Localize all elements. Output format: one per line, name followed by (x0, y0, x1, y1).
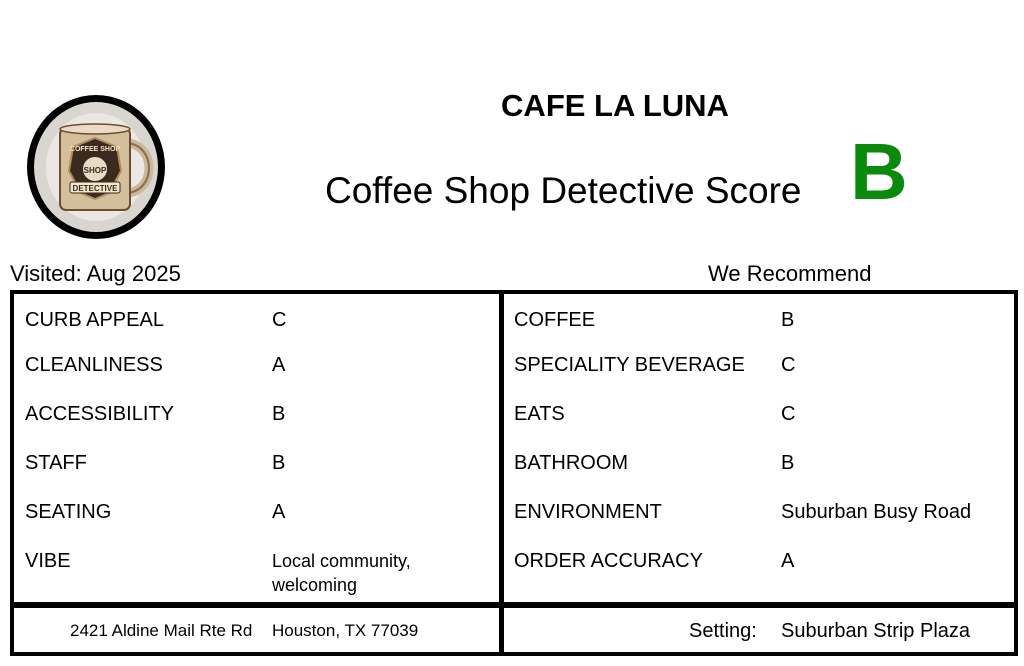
address-divider (499, 604, 504, 656)
rating-label-eats: EATS (514, 403, 565, 425)
setting-label: Setting: (689, 620, 757, 642)
rating-value-accessibility: B (272, 403, 286, 425)
rating-label-speciality-beverage: SPECIALITY BEVERAGE (514, 354, 745, 376)
rating-label-coffee: COFFEE (514, 309, 596, 331)
rating-label-seating: SEATING (25, 501, 112, 523)
rating-value-order-accuracy: A (781, 550, 795, 572)
rating-label-order-accuracy: ORDER ACCURACY (514, 550, 703, 572)
ratings-divider (499, 290, 504, 606)
coffee-mug-logo-icon (25, 93, 168, 241)
mug-text-bottom: DETECTIVE (72, 184, 118, 193)
rating-label-cleanliness: CLEANLINESS (25, 354, 163, 376)
rating-value-curb-appeal: C (272, 309, 287, 331)
rating-label-vibe: VIBE (25, 550, 71, 572)
rating-label-accessibility: ACCESSIBILITY (25, 403, 174, 425)
rating-value-seating: A (272, 501, 286, 523)
mug-text-top: COFFEE SHOP (69, 146, 121, 153)
rating-label-environment: ENVIRONMENT (514, 501, 662, 523)
rating-value-coffee: B (781, 309, 795, 331)
city-address: Houston, TX 77039 (272, 621, 419, 640)
overall-grade: B (850, 127, 908, 216)
rating-value-environment: Suburban Busy Road (781, 501, 972, 523)
visited-date: Visited: Aug 2025 (10, 261, 181, 286)
shop-title: CAFE LA LUNA (501, 88, 729, 123)
recommend-label: We Recommend (708, 261, 872, 286)
setting-value: Suburban Strip Plaza (781, 620, 971, 642)
rating-value-bathroom: B (781, 452, 795, 474)
score-subtitle: Coffee Shop Detective Score (325, 170, 802, 211)
mug-text-center: SHOP (83, 166, 107, 175)
rating-label-curb-appeal: CURB APPEAL (25, 309, 164, 331)
rating-value-vibe: Local community, welcoming (272, 551, 411, 595)
rating-label-bathroom: BATHROOM (514, 452, 629, 474)
rating-value-staff: B (272, 452, 286, 474)
rating-value-speciality-beverage: C (781, 354, 796, 376)
rating-value-eats: C (781, 403, 796, 425)
rating-label-staff: STAFF (25, 452, 87, 474)
rating-value-cleanliness: A (272, 354, 286, 376)
street-address: 2421 Aldine Mail Rte Rd (70, 621, 253, 640)
